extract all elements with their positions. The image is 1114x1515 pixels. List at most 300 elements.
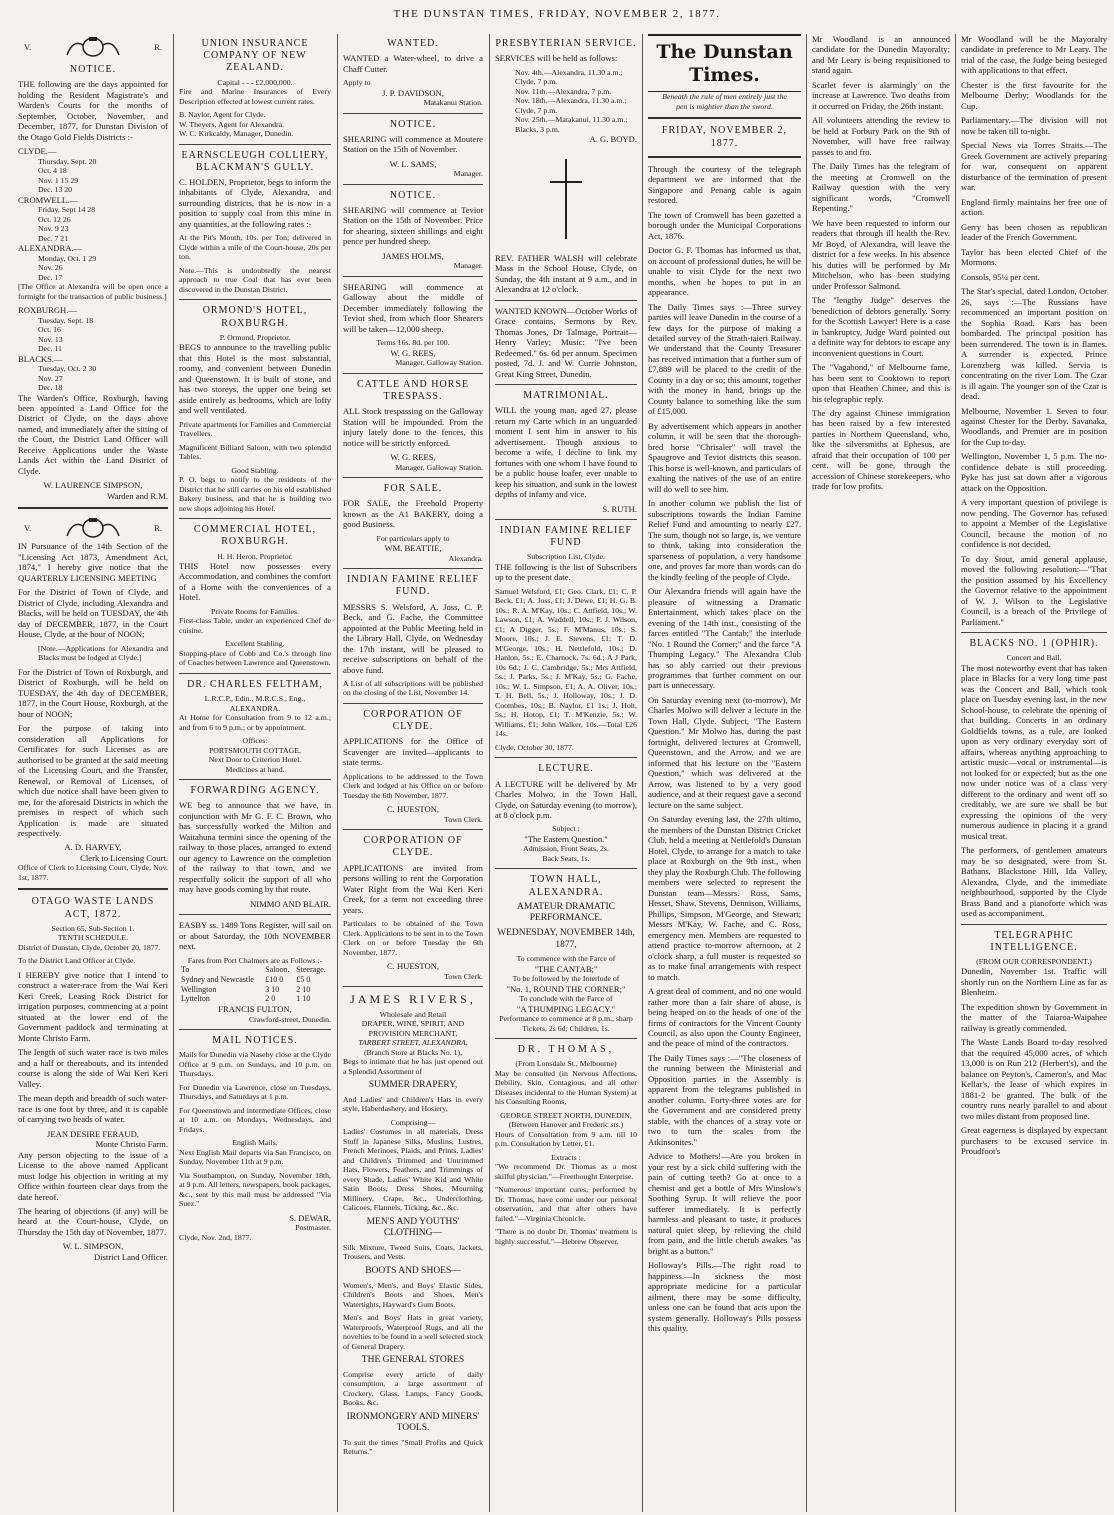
- divider: [495, 384, 637, 385]
- news-paragraph: Gerry has been chosen as republican leader of the French Government.: [961, 221, 1107, 243]
- ad-paragraph: Men's and Boys' Hats in great variety, Waterproofs, Waterproof Rugs, and all the novelties to be found in a well selected stock of General Drapery.: [343, 1313, 483, 1351]
- column-6: [812, 34, 950, 1512]
- ad-title: FORWARDING AGENCY.: [190, 785, 320, 797]
- signature: W. G. REES,: [390, 347, 436, 358]
- signature-role: Town Clerk.: [444, 814, 483, 824]
- column-3: [343, 34, 483, 1512]
- ad-title: TOWN HALL, ALEXANDRA.: [528, 874, 604, 898]
- divider: [495, 519, 637, 520]
- edition-date: FRIDAY, NOVEMBER 2, 1877.: [661, 125, 788, 149]
- ad-proprietor: P. Ormond, Proprietor.: [219, 332, 291, 342]
- fares-heading: Fares from Port Chalmers are as Follows :-: [187, 955, 323, 965]
- notice-paragraph: For the District of Town of Roxburgh, and District of Roxburgh, will be held on TUESDAY, the 4th day of DECEMBER, 1877, in the Court House, Roxburgh, at the hour of NOON;: [18, 666, 168, 719]
- mail-paragraph: Next English Mail departs via San Francisco, on Sunday, November 11th at 9 p.m.: [179, 1147, 331, 1167]
- event-title: "A THUMPING LEGACY.": [516, 1003, 616, 1014]
- signature: W. G. REES,: [390, 452, 436, 463]
- ad-body: MESSRS S. Welsford, A. Joss, C. P. Beck, and G. Fache, the Committee appointed at the Public Meeting held in the Library Hall, Clyde, on Wednesday the 17th instant, will be pleased to receive subscriptions on behalf of the above fund.: [343, 601, 483, 675]
- ad-body: WE beg to announce that we have, in conjunction with Mr G. F. C. Brown, who has successfully worked the Milton and Waitahuna termini since the opening of the railway to those places, arranged to extend our agency to Lawrence on the completion of the railway to that town, and we respectfully solicit the support of all who may have goods coming by that route.: [179, 800, 331, 895]
- signature: W. L. SAMS,: [389, 158, 437, 169]
- divider: [343, 829, 483, 830]
- ad-subtitle: Wholesale and Retail: [379, 1009, 447, 1019]
- date-row: Dec. 18: [38, 383, 63, 393]
- news-paragraph: Chester is the first favourite for the Melbourne Derby; Woodlands for the Cup.: [961, 79, 1107, 111]
- event-tickets: Tickets, 2s 6d; Children, 1s.: [522, 1023, 610, 1033]
- divider: [495, 757, 637, 758]
- court-dates: [18, 364, 168, 393]
- table-header: To: [181, 965, 190, 975]
- ad-apply: Apply to: [343, 78, 371, 88]
- ad-body: APPLICATIONS are invited from persons willing to rent the Corporation Water Right from the Wai Keri Keri Creek, for a term not exceeding three years.: [343, 862, 483, 915]
- ad-title: MATRIMONIAL.: [523, 389, 609, 401]
- table-row: [179, 975, 331, 985]
- table-cell: 1 10: [296, 994, 311, 1004]
- ad-body: WANTED KNOWN—October Works of Grace contains, Sermons by Rev. Thomas Jones, Dr Talmage, Portrait—Henry Varley; Music: "I've been Redeemed." 6s. 6d per annum. Specimen posted, 7d. J. and W. Currie Johnston, Great King Street, Dunedin.: [495, 305, 637, 379]
- ad-extract: "We recommend Dr. Thomas as a most skilful physician."—Freethought Enterprise.: [495, 1162, 637, 1181]
- masthead: The Dunstan Times.: [648, 34, 801, 92]
- fares-table: [179, 965, 331, 1004]
- column-rule: [806, 34, 807, 1512]
- divider: [961, 632, 1107, 633]
- date-row: Thursday, Sept. 20: [38, 156, 97, 166]
- column-4: [495, 34, 637, 1512]
- ad-body: FOR SALE, the Freehold Property known as the A1 BAKERY, doing a good Business.: [343, 498, 483, 530]
- ad-body: EASBY ss. 1489 Tons Register, will sail on or about Saturday, the 10th NOVEMBER next.: [179, 920, 331, 952]
- ad-title: COMMERCIAL HOTEL, ROXBURGH.: [193, 524, 317, 548]
- signature-role: Manager, Galloway Station.: [395, 462, 483, 472]
- masthead-motto: pen is mightier than the sword.: [676, 101, 773, 111]
- ad-body: WILL the young man, aged 27, please return my Carte which in an unguarded moment I sent him in answer to his advertisement. Though anxious to become a wife, I decline to link my fortunes with one whom I have found to be a public house loafer, ever unable to keep his situation, and sunk in the lowest depths of infamy and vice.: [495, 405, 637, 500]
- event-line: To commence with the Farce of: [516, 954, 616, 964]
- notice-paragraph: The mean depth and breadth of such water-race is one foot by three, and it is capable of carrying two heads of water.: [18, 1093, 168, 1125]
- notice-footer: Office of Clerk to Licensing Court, Clyde, Nov. 1st, 1877.: [18, 863, 168, 882]
- table-header: Steerage.: [296, 965, 326, 975]
- ad-title: INDIAN FAMINE RELIEF FUND.: [346, 574, 480, 598]
- column-5: [648, 34, 801, 1512]
- signature-role: Crawford-street, Dunedin.: [248, 1014, 331, 1024]
- news-paragraph: All volunteers attending the review to be held at Forbury Park on the 9th of November, will have free railway passes to and fro.: [812, 115, 950, 157]
- ad-address: TARBERT STREET, ALEXANDRA,: [358, 1038, 468, 1048]
- ad-paragraph: At the Pit's Mouth, 10s. per Ton; delivered in Clyde within a mile of the Court-house, 20s per ton.: [179, 233, 331, 262]
- mail-paragraph: Mails for Dunedin via Naseby close at the Clyde Office at 9 p.m. on Sundays, and 10 p.m. on Thursdays.: [179, 1050, 331, 1079]
- section-title: TELEGRAPHIC INTELLIGENCE.: [990, 929, 1078, 953]
- date-row: Nov. 13: [38, 334, 63, 344]
- divider: [495, 868, 637, 869]
- ad-body: THIS Hotel now possesses every Accommodation, and combines the comfort of a Home with the conveniences of a Hotel.: [179, 561, 331, 603]
- column-2: [179, 34, 331, 1512]
- royal-crest: [18, 34, 168, 60]
- table-cell: Sydney and Newcastle: [181, 974, 254, 984]
- news-paragraph: On Saturday evening last, the 27th ultimo, the members of the Dunstan District Cricket Club, held a meeting at Nettlefold's Dunstan Hotel, Clyde, to arrange for a match to take place at Roxburgh on the 9th inst., when they play the Roxburgh Club. The following members were selected to represent the Dunstan team—Messrs. Ross, Sams, Hesset, Shaw, Stevens, Dennison, Williams, Phillips, Simpson, M'George, and Stewart; Messrs M'Kay, W. Fache, and C. Ross, emergency men. Members are requested to attend practice to-morrow afternoon, at 2 o'clock sharp, a full muster is requested so as to make final arrangements with respect to match.: [648, 814, 801, 982]
- news-paragraph: Wellington, November 1, 5 p.m. The no-confidence debate is still proceeding. Pyke has just sat down after a vigorous attack on the Opposition.: [961, 451, 1107, 493]
- ad-subheading: BOOTS AND SHOES—: [365, 1265, 461, 1276]
- news-paragraph: The Star's special, dated London, October 26, says :—The Russians have recommenced an important position on the Sophia Road. Kars has been bombarded. The principal position has been surrendered. The town is in flames. A surrender is expected. Prince Lorenzberg was killed. Servia is concentrating on the river Lom. The Czar is ill again. The younger son of the Czar is dead.: [961, 286, 1107, 402]
- notice-addressee: To the District Land Officer at Clyde.: [18, 956, 136, 966]
- news-paragraph: Melbourne, November 1. Seven to four against Chester for the Derby. Savanaka, Woodlands, and Premier are in position for the Cup to-day.: [961, 405, 1107, 447]
- court-location: CROMWELL.—: [18, 194, 78, 205]
- ad-title: DR. CHARLES FELTHAM,: [187, 678, 323, 690]
- news-paragraph: On Saturday evening next (to-morrow), Mr Charles Molwo will deliver a lecture in the Town Hall, Clyde. Subject, "The Eastern Question." Mr Molwo has, during the past fortnight, delivered lectures at Cromwell, Queenstown, and the Arrow, and we are informed that his lecture on the "Eastern Question," which was delivered at the Arrow, was listened to by a very good audience, and at their request gave a second lecture on the same subject.: [648, 694, 801, 810]
- signature-role: Manager.: [453, 169, 483, 179]
- ad-title: MAIL NOTICES.: [212, 1035, 298, 1047]
- signature: C. HUESTON,: [386, 961, 440, 972]
- date-row: Nov. 27: [38, 373, 63, 383]
- event-title: "No. 1, ROUND THE CORNER;": [506, 983, 626, 994]
- ad-title: WANTED.: [387, 38, 439, 49]
- divider: [495, 300, 637, 301]
- mail-paragraph: Via Southampton, on Sunday, November 18th, at 9 p.m. All letters, newspapers, book packages, &c., sent by this mail must be addressed "Via Suez.": [179, 1170, 331, 1209]
- section-subtitle: (FROM OUR CORRESPONDENT.): [976, 956, 1092, 966]
- signature: W. L. SIMPSON,: [62, 1241, 124, 1252]
- signature-role: Town Clerk.: [444, 971, 483, 981]
- ad-title: CATTLE AND HORSE TRESPASS.: [356, 378, 470, 402]
- signature: J. P. DAVIDSON,: [382, 87, 444, 98]
- signature-role: Warden and R.M.: [107, 490, 168, 501]
- news-paragraph: Advice to Mothers!—Are you broken in your rest by a sick child suffering with the pain of cutting teeth? Go at once to a chemist and get a bottle of Mrs Winslow's Soothing Syrup. It will relieve the poor sufferer immediately. It is perfectly harmless and pleasant to taste, it produces natural quiet sleep, by relieving the child from pain, and the little cherub awakes "as bright as a button.": [648, 1151, 801, 1256]
- court-dates: [18, 316, 168, 354]
- cross-icon: [546, 159, 586, 239]
- ad-paragraph: A List of all subscriptions will be published on the closing of the List, November 14.: [343, 678, 483, 698]
- ad-feature: Excellent Stabling.: [225, 639, 285, 649]
- signature: A. G. BOYD.: [589, 134, 637, 145]
- notice-body: IN Pursuance of the 14th Section of the "Licensing Act 1873, Amendment Act, 1874," I hereby give notice that the QUARTERLY LICENSING MEETING: [18, 541, 168, 583]
- section-subtitle: Concert and Ball.: [1006, 653, 1062, 663]
- ad-paragraph: P. O. begs to notify to the residents of the District that he still carries on his old established Bakery business, and that he is building two new shops adjoining his Hotel.: [179, 475, 331, 513]
- ad-title: EARNSCLEUGH COLLIERY, BLACKMAN'S GULLY.: [181, 149, 329, 173]
- crest-letter-left: V.: [24, 41, 32, 52]
- news-paragraph: The "Vagabond," of Melbourne fame, has been sent to Cooktown to report upon that Heathen Chinee, and this is his telegraphic reply.: [812, 362, 950, 404]
- news-paragraph: In another column we publish the list of subscriptions towards the Indian Famine Relief Fund and amounting to nearly £27. The sum, though not so large, is, we venture to think, taking into consideration the sparseness of population, a very handsome one, and proves far more than words can do the kindly feeling of the people of Clyde.: [648, 498, 801, 582]
- ad-note: Medicines at hand.: [225, 764, 285, 774]
- crest-letter-right: R.: [154, 41, 162, 52]
- ad-body: May be consulted (in Nervous Affections, Debility, Skin, Contagious, and all other Diseases incidental to the Human System) at his Consulting Rooms,: [495, 1068, 637, 1107]
- news-paragraph: The town of Cromwell has been gazetted a borough under the Municipal Corporations Act, 1876.: [648, 209, 801, 241]
- signature-role: Clerk to Licensing Court.: [80, 852, 168, 863]
- news-paragraph: Dunedin, November 1st. Traffic will shortly run on the Northern Line as far as Blenheim.: [961, 966, 1107, 998]
- divider: [179, 144, 331, 145]
- divider: [961, 924, 1107, 925]
- ad-paragraph: Silk Mixture, Tweed Suits, Coats, Jackets, Trousers, and Vests.: [343, 1242, 483, 1262]
- ad-title: UNION INSURANCE COMPANY OF NEW ZEALAND.: [201, 38, 309, 74]
- news-paragraph: Parliamentary.—The division will not now be taken till to-night.: [961, 115, 1107, 136]
- column-rule: [489, 34, 490, 1512]
- date-row: Oct. 4 18: [38, 166, 67, 176]
- notice-paragraph: Any person objecting to the issue of a License to the above named Applicant must lodge his objection in writing at my Office within fourteen clear days from the date hereof.: [18, 1149, 168, 1202]
- signature-role: Alexandra.: [448, 553, 483, 563]
- news-paragraph: Mr Woodland is an announced candidate for the Dunedin Mayoralty; and Mr Leary is being requisitioned to stand again.: [812, 34, 950, 76]
- date-row: Nov. 26: [38, 263, 63, 273]
- news-paragraph: Consols, 95¼ per cent.: [961, 271, 1040, 282]
- divider: [179, 1029, 331, 1030]
- news-paragraph: Doctor G. F. Thomas has informed us that, on account of professional duties, he will be unable to visit Clyde for the next two months, when he hopes to put in an appearance.: [648, 245, 801, 298]
- ad-body: WANTED a Water-wheel, to drive a Chaff Cutter.: [343, 53, 483, 74]
- news-paragraph: Mr Woodland will be the Mayoralty candidate in preference to Mr Leary. The trial of the case, the Judge being besieged with applications to that effect.: [961, 34, 1107, 76]
- news-paragraph: The Waste Lands Board to-day resolved that the required 45,000 acres, of which 13,000 is on Run 212 (Herbert's), and the balance on Peyton's, Cameron's, and Mac Kellar's, the lease of which expires in 1881-2 be granted. The bulk of the country runs nearly parallel to and about two miles distant from proposed line.: [961, 1037, 1107, 1121]
- ad-address: GEORGE STREET NORTH, DUNEDIN,: [500, 1110, 632, 1120]
- ad-proprietor: H. H. Heron, Proprietor.: [217, 551, 293, 561]
- ad-paragraph: Comprising—: [390, 1117, 436, 1127]
- ad-body: THE following is the list of Subscribers up to the present date.: [495, 561, 637, 583]
- column-rule: [173, 34, 174, 1512]
- news-paragraph: The Daily Times says :—Three survey parties will leave Dunedin in the course of a few days for the purpose of making a detailed survey of the Strath-taieri Railway. We understand that the County Treasurer has received intimation that a further sum of £7,889 will be placed to the credit of the County in a day or so; this amount, together with the money in hand, brings up the County balance to something like the sum of £15,000.: [648, 301, 801, 417]
- news-paragraph: We have been requested to inform our readers that through ill health the Rev. Mr Boyd, of Alexandra, will leave the district for a few weeks. In his absence his duties will be performed by Mr Mitchelson, who has been studying under Professor Salmond.: [812, 217, 950, 291]
- ad-title: JAMES RIVERS,: [350, 992, 476, 1007]
- divider: [343, 276, 483, 277]
- signature-role: District Land Officer.: [93, 1251, 168, 1262]
- lecture-subject-label: Subject :: [552, 824, 580, 834]
- divider: [179, 779, 331, 780]
- news-paragraph: The Daily Times has the telegram of the meeting at Cromwell on the Railway question with the very significant words, "Cromwell Repenting.": [812, 161, 950, 214]
- royal-coat-of-arms-icon: [63, 516, 123, 540]
- table-cell: £5 0: [296, 974, 311, 984]
- ad-hours: Hours of Consultation from 9 a.m. till 10 p.m. Consultation by Letter, £1.: [495, 1129, 637, 1149]
- ad-subheading: MEN'S AND YOUTHS' CLOTHING—: [366, 1216, 460, 1239]
- signature: JEAN DESIRE FERAUD,: [47, 1128, 139, 1139]
- ad-paragraph: Ladies' Costumes in all materials, Dress Stuff in Japanese Silks, Muslins, Lustres, French Merinoes, Plaids, and Prints, Ladies' and Children's Trimmed and Untrimmed Hats, Flowers, Feathers, and Trimmings of every Shade, Ladies' White Kid and White Satin Boots, Dress Shoes, Mourning Millinery, Crape, &c., Underclothing, Calicoes, Flannels, Ticking, &c., &c.: [343, 1127, 483, 1213]
- signature-role: Matakanui Station.: [423, 98, 483, 108]
- date-row: Monday, Oct. 1 29: [38, 253, 97, 263]
- signature: S. RUTH.: [602, 503, 637, 514]
- date-row: Nov. 1 15 29: [38, 175, 79, 185]
- notice-paragraph: For the District of Town of Clyde, and District of Clyde, including Alexandra and Blacks, will be held on TUESDAY, the 4th day of DECEMBER, 1877, in the Court House, Clyde, at the hour of NOON;: [18, 587, 168, 640]
- ad-subheading: SUMMER DRAPERY,: [368, 1080, 458, 1091]
- table-cell: £10 0: [265, 974, 284, 984]
- ad-subheading: IRONMONGERY AND MINERS' TOOLS.: [346, 1411, 480, 1434]
- ad-address: PORTSMOUTH COTTAGE,: [208, 745, 302, 755]
- column-rule: [955, 34, 956, 1512]
- notice-body: I HEREBY give notice that I intend to construct a water-race from the Wai Keri Keri Creek, Leasing Rock District for irrigation purposes, commencing at a point situated at the lower end of the Government paddock and terminating at Monte Christo Farm.: [18, 969, 168, 1043]
- ad-subheading: THE GENERAL STORES: [361, 1355, 465, 1366]
- ad-paragraph: Stopping-place of Cobb and Co.'s through line of Coaches between Lawrence and Queenstown.: [179, 648, 331, 668]
- news-paragraph: The most noteworthy event that has taken place in Blacks for a very long time past was the Concert and Ball, which took place on Tuesday evening last, in the new School-house, to celebrate the opening of that building. Concerts in an ordinary Goldfields towns, as a rule, are looked upon as very ordinary everyday sort of affairs, whereas anything approaching to artistic music—vocal or instrumental—is not looked for or expected; but as the one now under notice was of a class very different to the ordinary and went off so creditably, we are sure we shall be but expressing the opinions of the very numerous audience in placing it a grand musical treat.: [961, 662, 1107, 841]
- divider: [179, 914, 331, 915]
- news-paragraph: England firmly maintains her free one of action.: [961, 196, 1107, 218]
- signature-role: Manager.: [453, 261, 483, 271]
- ad-paragraph: Women's, Men's, and Boys' Elastic Sides, Children's Boots and Shoes, Men's Watertights, Hayward's Gum Boots.: [343, 1280, 483, 1309]
- list-item: Nov. 11th.—Alexandra, 7 p.m.: [515, 86, 612, 96]
- ad-address: (Branch Store at Blacks No. 1),: [363, 1047, 463, 1057]
- news-paragraph: The dry against Chinese immigration has been raised by a few interested parties in Northern Queensland, who, like the silversmiths at Ephesus, are afraid that their occupation of 100 per cent. will be gone, through the accession of Chinese storekeepers, who trade for low profits.: [812, 407, 950, 492]
- ad-date: Clyde, October 30, 1877.: [495, 742, 574, 752]
- divider: [343, 373, 483, 374]
- news-paragraph: The Daily Times says :—"The closeness of the running between the Ministerial and Opposition parties in the Assembly is apparent from the telegrams published in another column. Forty-three votes are for the Government and are considered pretty stable, with the chances of a stray vote or two to turn the scales from the Atkinsonites.": [648, 1052, 801, 1147]
- table-cell: 2 0: [265, 994, 276, 1004]
- news-paragraph: The expedition shown by Government in the matter of the Taiaroa-Waipahee railway is greatly commended.: [961, 1001, 1107, 1033]
- ad-body: Begs to intimate that he has just opened out a Splendid Assortment of: [343, 1057, 483, 1076]
- divider: [648, 156, 801, 158]
- column-1: [18, 34, 168, 1512]
- divider: [179, 673, 331, 674]
- page-header: THE DUNSTAN TIMES, FRIDAY, NOVEMBER 2, 1877.: [393, 8, 721, 20]
- date-row: Dec. 17: [38, 272, 63, 282]
- ad-paragraph: Note.—This is undoubtedly the nearest approach to true Coal that has ever been discovered in the Dunstan District.: [179, 265, 331, 294]
- list-item: Nov. 4th.—Alexandra, 11.30 a.m.; Clyde, 7 p.m.: [515, 67, 623, 87]
- date-row: Friday, Sept 14 28: [38, 205, 96, 215]
- ad-feature: Private Rooms for Families.: [211, 606, 299, 616]
- divider: [343, 477, 483, 478]
- news-paragraph: Our Alexandra friends will again have the pleasure of witnessing a Dramatic Entertainment, which takes place on the evening of the 14th inst., consisting of the farces entitled "The Cantab;" the interlude "No. 1 Round the Corner;" and the farce "A Thumping Legacy." The Alexandra Club has so ably carried out their previous programmes that further comment on our part is unnecessary.: [648, 586, 801, 691]
- ad-apply: For particulars apply to: [376, 533, 450, 543]
- event-line: To be followed by the Interlude of: [512, 974, 620, 984]
- ad-body: SHEARING will commence at Moutere Station on the 15th of November.: [343, 133, 483, 155]
- divider: [179, 518, 331, 519]
- ad-extracts-label: Extracts :: [551, 1152, 581, 1162]
- notice-note: [Note.—Applications for Alexandra and Blacks must be lodged at Clyde.]: [38, 643, 168, 663]
- event-date: WEDNESDAY, NOVEMBER 14th, 1877,: [497, 928, 635, 950]
- notice-paragraph: The hearing of objections (if any) will be heard at the Court-house, Clyde, on Thursday the 15th day of November, 1877.: [18, 1205, 168, 1237]
- court-dates: [18, 205, 168, 243]
- ad-body: A LECTURE will be delivered by Mr Charles Molwo, in the Town Hall, Clyde, on Saturday evening (to morrow), at 8 o'clock p.m.: [495, 778, 637, 820]
- ad-qualifications: L.R.C.P., Edin., M.R.C.S., Eng.,: [204, 694, 306, 704]
- ad-agent: W. Theyers, Agent for Alexandra.: [179, 119, 285, 129]
- ad-title: CORPORATION OF CLYDE.: [363, 835, 463, 859]
- divider: [18, 888, 168, 890]
- news-paragraph: The performers, of gentlemen amateurs may be so designated, were from St. Bathans, Blackstone Hill, Ida Valley, Alexandra, Clyde, and the immediate neighbourhood, supported by the Clyde Brass Band and a pianoforte which was used as accompaniment.: [961, 845, 1107, 919]
- ad-subtitle: Subscription List, Clyde.: [527, 552, 605, 562]
- signature: C. HUESTON,: [386, 804, 440, 815]
- ad-title: NOTICE.: [389, 189, 437, 201]
- notice-body: THE following are the days appointed for holding the Resident Magistrate's and Warden's Courts for the months of September, October, November, and December, 1877, for Dunstan Division of the Otago Gold Fields Districts :-: [18, 79, 168, 142]
- column-rule: [337, 34, 338, 1512]
- ad-agent: W. C. Kirkcaldy, Manager, Dunedin.: [179, 129, 294, 139]
- ad-terms: Terms 16s. 8d. per 100.: [376, 338, 450, 348]
- ad-paragraph: Comprise every article of daily consumption, a large assortment of Crockery, Glass, Lamps, Fancy Goods, Books, &c.: [343, 1369, 483, 1408]
- mail-subheading: English Mails.: [232, 1138, 278, 1148]
- event-line: Performance to commence at 8 p.m., sharp: [499, 1014, 633, 1024]
- crest-letter-left: V.: [24, 523, 32, 534]
- date-row: Oct. 12 26: [38, 214, 71, 224]
- signature: W. LAURENCE SIMPSON,: [43, 480, 143, 491]
- news-paragraph: By advertisement which appears in another column, it will be seen that the thorough-bred horse "Chrisaler" will travel the Spaugrove and Teviot districts this season. This horse is well-known, and particulars of exalting the natives of the use of an entire will do well to see him.: [648, 420, 801, 494]
- service-list: [495, 68, 637, 135]
- signature-role: Manager, Galloway Station.: [395, 358, 483, 368]
- news-paragraph: Holloway's Pills.—The right road to happiness.—In sickness the most appropriate medicine for a particular ailment, there may be some difficulty, unless one can be found that acts upon the system generally. Holloway's Pills possess this quality.: [648, 1260, 801, 1334]
- date-row: Dec. 7 21: [38, 233, 69, 243]
- ad-body: C. HOLDEN, Proprietor, begs to inform the inhabitants of Clyde, Alexandra, and surrounding districts, that he is now in a position to supply coal from this mine in any quantities, at the following rates :-: [179, 176, 331, 229]
- court-location: BLACKS.—: [18, 353, 63, 364]
- ad-title: PRESBYTERIAN SERVICE.: [495, 38, 637, 49]
- news-paragraph: Through the courtesy of the telegraph department we are informed that the Singapore and Penang cable is again restored.: [648, 163, 801, 206]
- notice-paragraph: The length of such water race is two miles and a half or thereabouts, and its intended course is along the side of Wai Keri Keri Valley.: [18, 1047, 168, 1089]
- ad-paragraph: Applications to be addressed to the Town Clerk and lodged at his Office on or before Tuesday the 6th November, 1877.: [343, 771, 483, 800]
- notice-footer: The Warden's Office, Roxburgh, having been appointed a Land Office for the District of Clyde, on the days above named, and immediately after the sitting of the Court, the District Land Officer will Receive Applications under the Waste Lands Act within the Land District of Clyde.: [18, 392, 168, 476]
- ad-title: DR. THOMAS,: [517, 1044, 615, 1056]
- ad-offices-label: Offices:: [242, 736, 268, 746]
- news-paragraph: To day Stout, amid general applause, moved the following resolution:—"That the position assumed by his Excellency the Governor relative to the appointment of W. J. Wilson to the Legislative Council, is a breach of the Privilege of Parliament.": [961, 553, 1107, 627]
- ad-title: ORMOND'S HOTEL, ROXBURGH.: [202, 305, 308, 329]
- ad-title: INDIAN FAMINE RELIEF FUND: [499, 525, 633, 549]
- divider: [343, 568, 483, 569]
- court-location: CLYDE.—: [18, 146, 57, 157]
- ad-title: NOTICE.: [389, 118, 437, 130]
- section-title: BLACKS NO. 1 (OPHIR).: [969, 638, 1099, 650]
- ad-capital: Capital - - - £2,000,000.: [217, 77, 293, 87]
- ad-body: REV. FATHER WALSH will celebrate Mass in the School House, Clyde, on Sunday, the 4th instant at 9 a.m., and in Alexandra at 12 o'clock.: [495, 252, 637, 295]
- ad-body: APPLICATIONS for the Office of Scavenger are invited—applicants to state terms.: [343, 736, 483, 768]
- notice-title: OTAGO WASTE LANDS ACT, 1872.: [31, 896, 155, 920]
- news-paragraph: The "lengthy Judge" deserves the benediction of debtors generally. Sorry for the Scottish Lawyer! Here is a case in bankruptcy, Judge Ward pointed out a definite way for debtors to escape any inconvenient questions in Court.: [812, 295, 950, 358]
- divider: [495, 1038, 637, 1039]
- notice-title: NOTICE.: [69, 64, 117, 75]
- divider: [179, 299, 331, 300]
- ad-subtitle: (From Lonsdale St., Melbourne): [515, 1059, 617, 1069]
- table-header: Saloon.: [265, 965, 290, 975]
- signature-role: Postmaster.: [295, 1223, 331, 1233]
- ad-body: ALL Stock trespassing on the Galloway Station will be impounded. From the injury lately done to the fences, this notice will be strictly enforced.: [343, 406, 483, 448]
- lecture-admission: Back Seats, 1s.: [542, 853, 590, 863]
- ad-paragraph: Particulars to be obtained of the Town Clerk. Applications to be sent in to the Town Clerk on or before Tuesday the 6th November, 1877.: [343, 919, 483, 957]
- lecture-topic: "The Eastern Question.": [524, 833, 608, 844]
- date-row: Oct. 16: [38, 325, 61, 335]
- table-cell: Lyttelton: [181, 994, 210, 1004]
- news-paragraph: A very important question of privilege is now pending. The Governor has refused to appoint a Member of the Legislative Council, because the motion of no confidence is not decided.: [961, 497, 1107, 550]
- ad-extract: "There is no doubt Dr. Thomas' treatment is highly successful."—Hebrew Observer.: [495, 1227, 637, 1246]
- royal-crest: [18, 515, 168, 541]
- news-paragraph: Great eagerness is displayed by expectant purchasers to be excused service in Proudfoot's: [961, 1125, 1107, 1157]
- signature: JAMES HOLMS,: [382, 250, 444, 261]
- divider: [343, 986, 483, 987]
- notice-subtitle: Section 65, Sub-Section 1.: [51, 923, 135, 933]
- event-line: To conclude with the Farce of: [519, 994, 613, 1004]
- column-7: [961, 34, 1107, 1512]
- ad-feature: Good Stabling.: [231, 465, 279, 475]
- ad-paragraph: First-class Table, under an experienced Chef de cuisine.: [179, 616, 331, 635]
- date-row: Tuesday, Oct. 2 30: [38, 364, 97, 374]
- ad-body: SERVICES will be held as follows:: [495, 53, 618, 64]
- signature: A. D. HARVEY,: [64, 842, 122, 853]
- news-paragraph: A great deal of comment, and no one would rather more than a fair share of abuse, is being heaped on to the heads of one of the firms of contractors for the Vincent County Council, as also upon the County Engineer, and the peace of mind of the contractors.: [648, 986, 801, 1049]
- notice-note: [The Office at Alexandra will be open once a fortnight for the transaction of public business.]: [18, 282, 168, 301]
- event-title: "THE CANTAB;": [534, 963, 598, 974]
- list-item: Nov. 18th.—Alexandra, 11.30 a.m.; Clyde, 7 p.m.: [515, 96, 627, 115]
- signature: NIMMO AND BLAIR.: [250, 898, 331, 909]
- lecture-admission: Admission, Front Seats, 2s.: [523, 844, 609, 854]
- ad-address: Next Door to Criterion Hotel.: [208, 755, 302, 765]
- ad-paragraph: Magnificent Billiard Saloon, with two splendid Tables.: [179, 442, 331, 462]
- ad-paragraph: Private apartments for Families and Commercial Travellers.: [179, 419, 331, 439]
- ad-location: ALEXANDRA.: [229, 703, 281, 713]
- ad-body: SHEARING will commence at Teviot Station on the 15th of November. Price for shearing, sixteen shillings and eight pence per hundred sheep.: [343, 204, 483, 247]
- ad-agent: B. Naylor, Agent for Clyde.: [179, 110, 266, 120]
- ad-body: BEGS to announce to the travelling public that this Hotel is the most substantial, roomy, and convenient between Dunedin and Queenstown. It is built of stone, and has two storeys, the upper one being set aside entirely as bedrooms, which are lofty and well ventilated.: [179, 342, 331, 416]
- divider: [648, 117, 801, 119]
- ad-subtitle: DRAPER, WINE, SPIRIT, AND PROVISION MERCHANT,: [361, 1019, 465, 1038]
- list-item: Nov. 25th.—Matakanui, 11.30 a.m.; Blacks, 3 p.m.: [515, 115, 628, 134]
- mail-paragraph: For Queenstown and intermediate Offices, close at 10 a.m. on Mondays, Wednesdays, and Fridays.: [179, 1105, 331, 1134]
- court-dates: [18, 254, 168, 283]
- divider: [18, 507, 168, 509]
- date-row: Tuesday, Sept. 18: [38, 315, 94, 325]
- notice-location: District of Dunstan, Clyde, October 20, 1877.: [18, 942, 161, 952]
- crest-letter-right: R.: [154, 523, 162, 534]
- ad-title: LECTURE.: [538, 763, 594, 775]
- divider: [343, 703, 483, 704]
- ad-body: AMATEUR DRAMATIC PERFORMANCE.: [517, 901, 615, 924]
- date-row: Nov. 9 23: [38, 224, 69, 234]
- notice-paragraph: For the purpose of taking into consideration all Applications for Certificates for such Licenses as are authorised to be granted at the said meeting of the Licensing Court, and the Transfer, Renewal, or Removal of Licenses, of which due notice shall have been given to me, for the aforesaid Districts in which the premises in respect of which such Application is made are situated respectively.: [18, 723, 168, 838]
- table-row: [179, 994, 331, 1004]
- signature: FRANCIS FULTON,: [218, 1004, 292, 1015]
- table-row: [179, 965, 331, 975]
- date-row: Dec. 13 20: [38, 185, 72, 195]
- mail-date: Clyde, Nov. 2nd, 1877.: [179, 1232, 252, 1242]
- news-paragraph: Special News via Torres Straits.—The Greek Government are actively preparing for war, consequent on apparent disturbance of the termination of present war.: [961, 140, 1107, 193]
- news-paragraph: Scarlet fever is alarmingly on the increase at Lawrence. Two deaths from it occurred on Friday, the 26th instant.: [812, 79, 950, 111]
- mail-paragraph: For Dunedin via Lawrence, close on Tuesdays, Thursdays, and Saturdays at 1 p.m.: [179, 1082, 331, 1102]
- court-location: ALEXANDRA.—: [18, 243, 83, 254]
- divider: [343, 113, 483, 114]
- ad-paragraph: To suit the times "Small Profits and Quick Returns.": [343, 1437, 483, 1457]
- ad-title: FOR SALE.: [383, 483, 443, 495]
